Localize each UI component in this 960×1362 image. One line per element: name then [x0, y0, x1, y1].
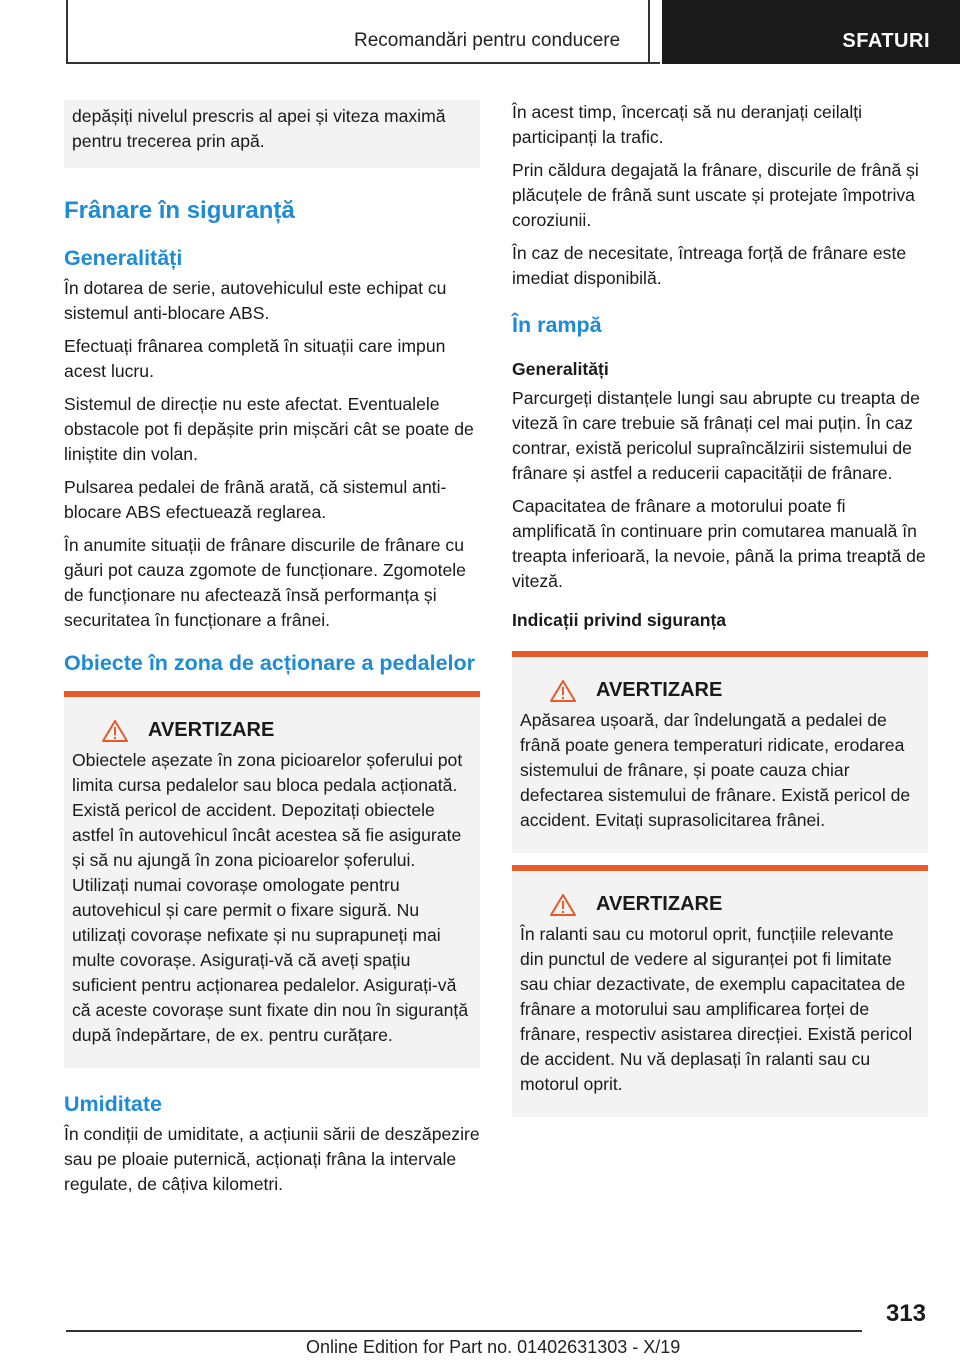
warning-header: [520, 679, 920, 702]
paragraph: În acest timp, încercați să nu deranjați ceilalți participanți la trafic.: [512, 102, 863, 147]
paragraph: Sistemul de direcție nu este afectat. Eventualele obstacole pot fi depășite prin mișcări cât se poate de liniștite din volan.: [64, 394, 474, 464]
warning-triangle-icon: [550, 894, 576, 916]
warning-triangle-icon: [102, 720, 128, 742]
section-title: Recomandări pentru conducere: [354, 30, 621, 51]
continuation-box: [64, 100, 480, 168]
paragraph: În condiții de umiditate, a acțiunii sării de deszăpezire sau pe ploaie puternică, acționați frâna la intervale regulate, de câțiva kilometri.: [64, 1124, 480, 1194]
chapter-tab: [662, 0, 960, 64]
warning-title: AVERTIZARE: [596, 893, 723, 915]
header-bottom-rule: [66, 62, 660, 64]
paragraph: În dotarea de serie, autovehiculul este echipat cu sistemul anti-blocare ABS.: [64, 278, 447, 323]
header-left-rule: [66, 0, 68, 64]
warning-box: [512, 865, 928, 1117]
heading-on-slope: În rampă: [512, 313, 602, 337]
warning-title: AVERTIZARE: [596, 679, 723, 701]
left-column: [64, 100, 480, 1205]
subheading-general: Generalități: [512, 359, 609, 379]
warning-title: AVERTIZARE: [148, 719, 275, 741]
warning-text: Apăsarea ușoară, dar îndelungată a pedalei de frână poate genera temperaturi ridicate, erodarea sistemului de frânare, și poate cauza chiar defectarea sistemului de frânare. Există pericol de accident. Evitați suprasolicitarea frânei.: [520, 710, 911, 830]
paragraph: Pulsarea pedalei de frână arată, că sistemul anti-blocare ABS efectuează reglarea.: [64, 477, 447, 522]
heading-general: Generalități: [64, 246, 183, 270]
footer-rule: [66, 1330, 862, 1332]
warning-triangle-icon: [550, 680, 576, 702]
heading-pedal-objects: Obiecte în zona de acționare a pedalelor: [64, 651, 476, 675]
header-divider: [648, 0, 650, 64]
edition-note: Online Edition for Part no. 01402631303 - X/19: [306, 1337, 681, 1357]
heading-safe-braking: Frânare în siguranță: [64, 197, 295, 224]
subheading-safety-notes: Indicații privind siguranța: [512, 610, 727, 630]
warning-header: [72, 719, 472, 742]
warning-text: Obiectele așezate în zona picioarelor șoferului pot limita cursa pedalelor sau bloca pedala acționată. Există pericol de accident. Depozitați obiectele astfel în autovehicul încât acestea să fie asigurate și să nu ajungă în zona picioarelor șoferului. Utilizați numai covorașe omologate pentru autovehicul și care permit o fixare sigură. Nu utilizați covorașe nefixate și nu suprapuneți mai multe covorașe. Asigurați-vă că aveți spațiu suficient pentru acționarea pedalelor. Asigurați-vă că aceste covorașe sunt fixate din nou în siguranță după îndepărtare, de ex. pentru curățare.: [72, 750, 469, 1045]
warning-box: [64, 691, 480, 1068]
heading-humidity: Umiditate: [64, 1092, 162, 1116]
paragraph: Capacitatea de frânare a motorului poate fi amplificată în continuare prin comutarea manuală în treapta inferioară, la nevoie, până la prima treaptă de viteză.: [512, 496, 926, 591]
chapter-tab-label: SFATURI: [842, 30, 930, 52]
paragraph: În caz de necesitate, întreaga forță de frânare este imediat disponibilă.: [512, 243, 907, 288]
paragraph: Efectuați frânarea completă în situații care impun acest lucru.: [64, 336, 446, 381]
paragraph: Prin căldura degajată la frânare, discurile de frână și plăcuțele de frână sunt uscate și protejate împotriva coroziunii.: [512, 160, 919, 230]
warning-box: [512, 651, 928, 853]
page-number: 313: [885, 1300, 926, 1327]
paragraph: Parcurgeți distanțele lungi sau abrupte cu treapta de viteză în care trebuie să frânați cel mai puțin. În caz contrar, există pericolul supraîncălzirii sistemului de frânare și astfel a reducerii capacității de frânare.: [512, 388, 920, 483]
warning-text: În ralanti sau cu motorul oprit, funcțiile relevante din punctul de vedere al siguranței pot fi limitate sau chiar dezactivate, de exemplu capacitatea de frânare a motorului sau amplificarea forței de frânare, respectiv asistarea direcției. Există pericol de accident. Nu vă deplasați în ralanti sau cu motorul oprit.: [520, 924, 913, 1094]
continuation-text: depășiți nivelul prescris al apei și viteza maximă pentru trecerea prin apă.: [72, 106, 446, 151]
warning-header: [520, 893, 920, 916]
paragraph: În anumite situații de frânare discurile de frânare cu găuri pot cauza zgomote de funcționare. Zgomotele de funcționare nu afectează însă performanța și securitatea în funcționare a frânei.: [64, 535, 466, 630]
right-column: [512, 100, 928, 1117]
